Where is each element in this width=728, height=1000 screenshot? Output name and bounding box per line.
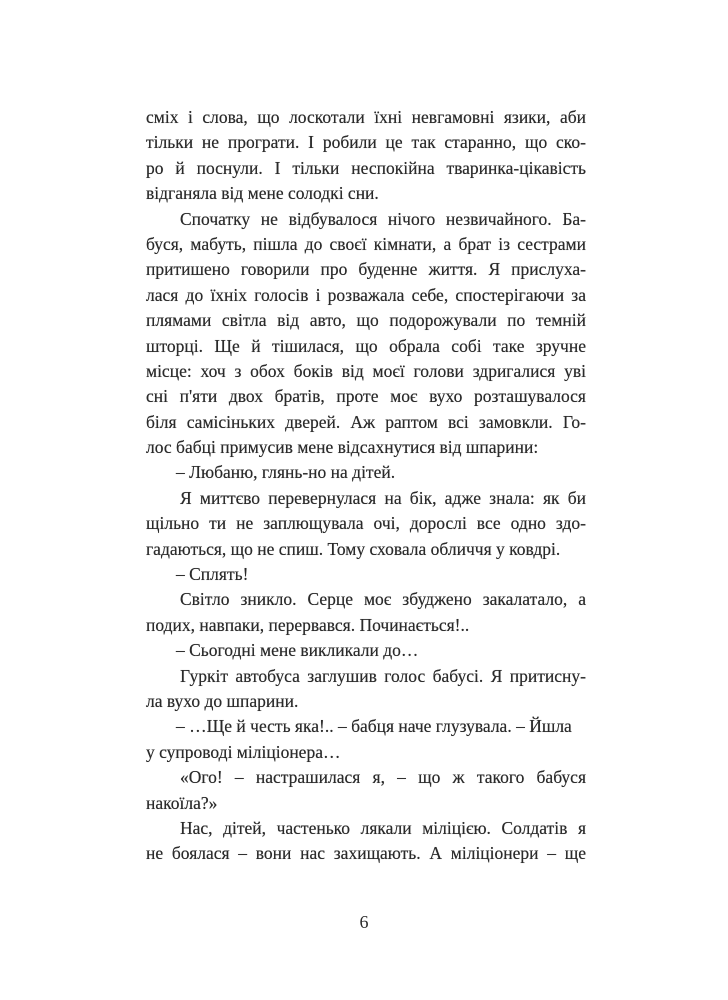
text-line: – …Ще й честь яка!.. – бабця наче глузувала. – Йшла: [176, 716, 572, 737]
text-line: сміх і слова, що лоскотали їхні невгамовні язики, аби: [146, 107, 586, 127]
page-number: 6: [359, 912, 369, 932]
text-line: плямами світла від авто, що подорожували по темній: [146, 310, 586, 331]
text-line: – Любаню, глянь-но на дітей.: [176, 462, 396, 483]
text-line: Я миттєво перевернулася на бік, адже знала: як би: [180, 487, 586, 508]
text-line: Гуркіт автобуса заглушив голос бабусі. Я притисну-: [180, 665, 586, 686]
text-line: Світло зникло. Серце моє збуджено закалатало, а: [180, 589, 586, 610]
text-line: накоїла?»: [146, 792, 218, 813]
text-line: шторці. Ще й тішилася, що обрала собі таке зручне: [146, 335, 586, 356]
text-line: біля самісіньких дверей. Аж раптом всі замовкли. Го-: [146, 411, 586, 432]
text-line: у супроводі міліціонера…: [146, 741, 341, 762]
text-line: Спочатку не відбувалося нічого незвичайного. Ба-: [180, 208, 586, 229]
book-page-text: [146, 105, 586, 867]
text-line: відганяла від мене солодкі сни.: [146, 183, 379, 204]
text-line: притишено говорили про буденне життя. Я прислуха-: [146, 259, 586, 280]
text-line: ла вухо до шпарини.: [146, 690, 299, 711]
text-line: місце: хоч з обох боків від моєї голови здригалися уві: [146, 360, 586, 381]
text-line: «Ого! – настрашилася я, – що ж такого бабуся: [180, 767, 586, 788]
text-line: ро й поснули. І тільки неспокійна тваринка-цікавість: [146, 157, 586, 178]
text-line: – Сьогодні мене викликали до…: [176, 640, 419, 661]
text-line: подих, навпаки, перервався. Починається!..: [146, 614, 470, 635]
text-line: не боялася – вони нас захищають. А міліціонери – ще: [146, 843, 586, 864]
text-line: лос бабці примусив мене відсахнутися від шпарини:: [146, 437, 539, 458]
text-line: гадаються, що не спиш. Тому сховала обличчя у ковдрі.: [146, 538, 561, 559]
text-line: тільки не програти. І робили це так старанно, що ско-: [146, 132, 586, 153]
text-line: – Сплять!: [176, 564, 249, 585]
text-line: щільно ти не заплющувала очі, дорослі все одно здо-: [146, 513, 586, 534]
text-line: Нас, дітей, частенько лякали міліцією. Солдатів я: [180, 817, 586, 838]
text-line: лася до їхніх голосів і розважала себе, спостерігаючи за: [146, 284, 586, 305]
text-line: буся, мабуть, пішла до своєї кімнати, а брат із сестрами: [146, 233, 586, 254]
text-line: сні п'яти двох братів, проте моє вухо розташувалося: [146, 386, 586, 407]
